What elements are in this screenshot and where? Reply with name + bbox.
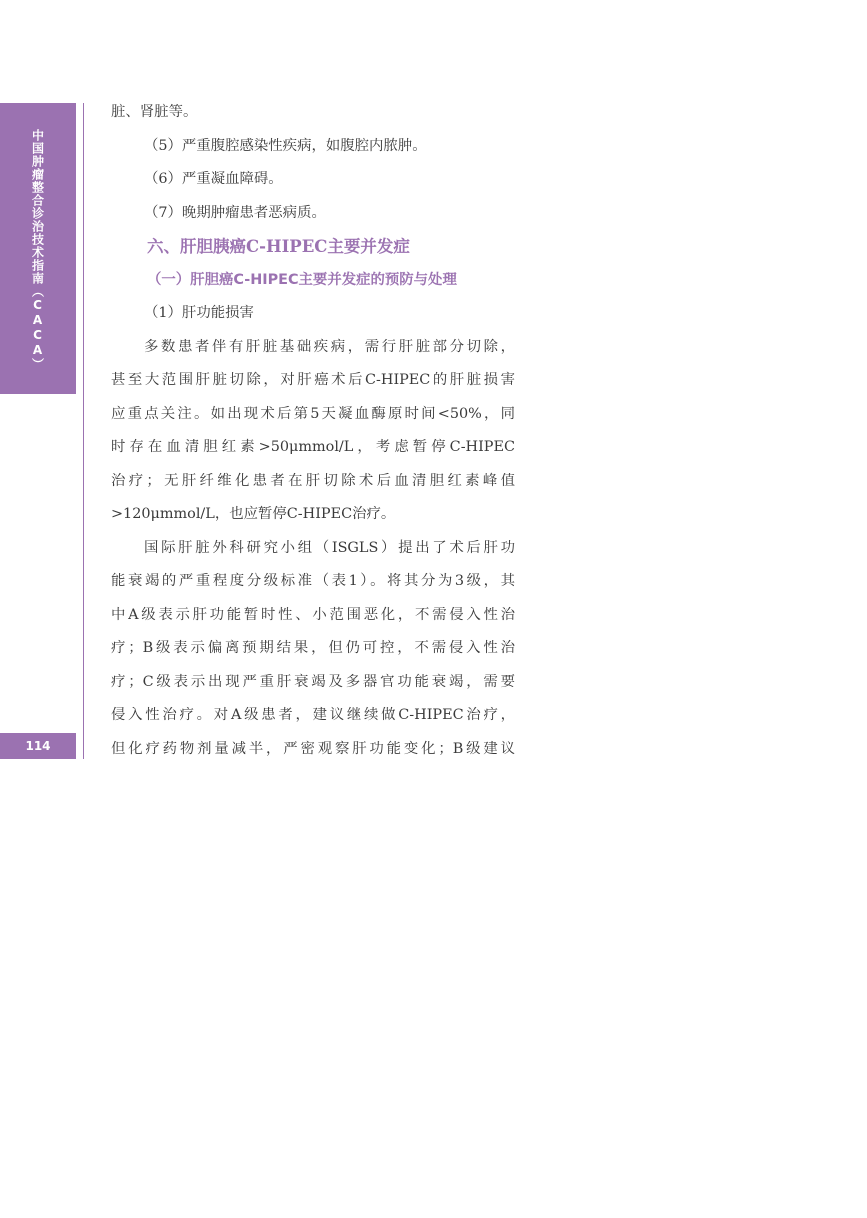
document-body [111, 96, 515, 766]
paragraph-line: 侵入性治疗。对A级患者，建议继续做C-HIPEC治疗， [111, 707, 515, 723]
paragraph-1 [111, 331, 515, 532]
paragraph-2 [111, 532, 515, 767]
paragraph-line: 但化疗药物剂量减半，严密观察肝功能变化；B级建议 [111, 740, 515, 757]
vertical-divider [83, 103, 84, 759]
subsection-heading: （一）肝胆癌C-HIPEC主要并发症的预防与处理 [147, 271, 457, 288]
text-line: 脏、肾脏等。 [111, 104, 198, 120]
paragraph-line: 多数患者伴有肝脏基础疾病，需行肝脏部分切除， [144, 338, 515, 355]
list-item-5: （5）严重腹腔感染性疾病，如腹腔内脓肿。 [144, 137, 427, 154]
paragraph-line: 时存在血清胆红素>50μmmol/L，考虑暂停C-HIPEC [111, 439, 515, 455]
paragraph-line: 甚至大范围肝脏切除，对肝癌术后C-HIPEC的肝脏损害 [111, 372, 515, 388]
page-number: 114 [0, 733, 76, 759]
paragraph-line: 中A级表示肝功能暂时性、小范围恶化，不需侵入性治 [111, 606, 515, 623]
paragraph-line: >120μmmol/L，也应暂停C-HIPEC治疗。 [111, 506, 396, 522]
section-heading: 六、肝胆胰癌C-HIPEC主要并发症 [147, 237, 410, 256]
sidebar-title: 中国肿瘤整合诊治技术指南（CACA） [30, 129, 45, 371]
paragraph-line: 国际肝脏外科研究小组（ISGLS）提出了术后肝功 [144, 539, 515, 556]
paragraph-line: 治疗；无肝纤维化患者在肝切除术后血清胆红素峰值 [111, 472, 515, 489]
sub-item-1: （1）肝功能损害 [144, 305, 254, 321]
list-item-6: （6）严重凝血障碍。 [144, 171, 283, 187]
paragraph-line: 应重点关注。如出现术后第5天凝血酶原时间<50%，同 [111, 405, 515, 422]
list-item-7: （7）晚期肿瘤患者恶病质。 [144, 204, 326, 221]
paragraph-line: 疗；C级表示出现严重肝衰竭及多器官功能衰竭，需要 [111, 673, 515, 690]
paragraph-line: 能衰竭的严重程度分级标准（表1）。将其分为3级，其 [111, 573, 515, 589]
paragraph-line: 疗；B级表示偏离预期结果，但仍可控，不需侵入性治 [111, 640, 515, 656]
